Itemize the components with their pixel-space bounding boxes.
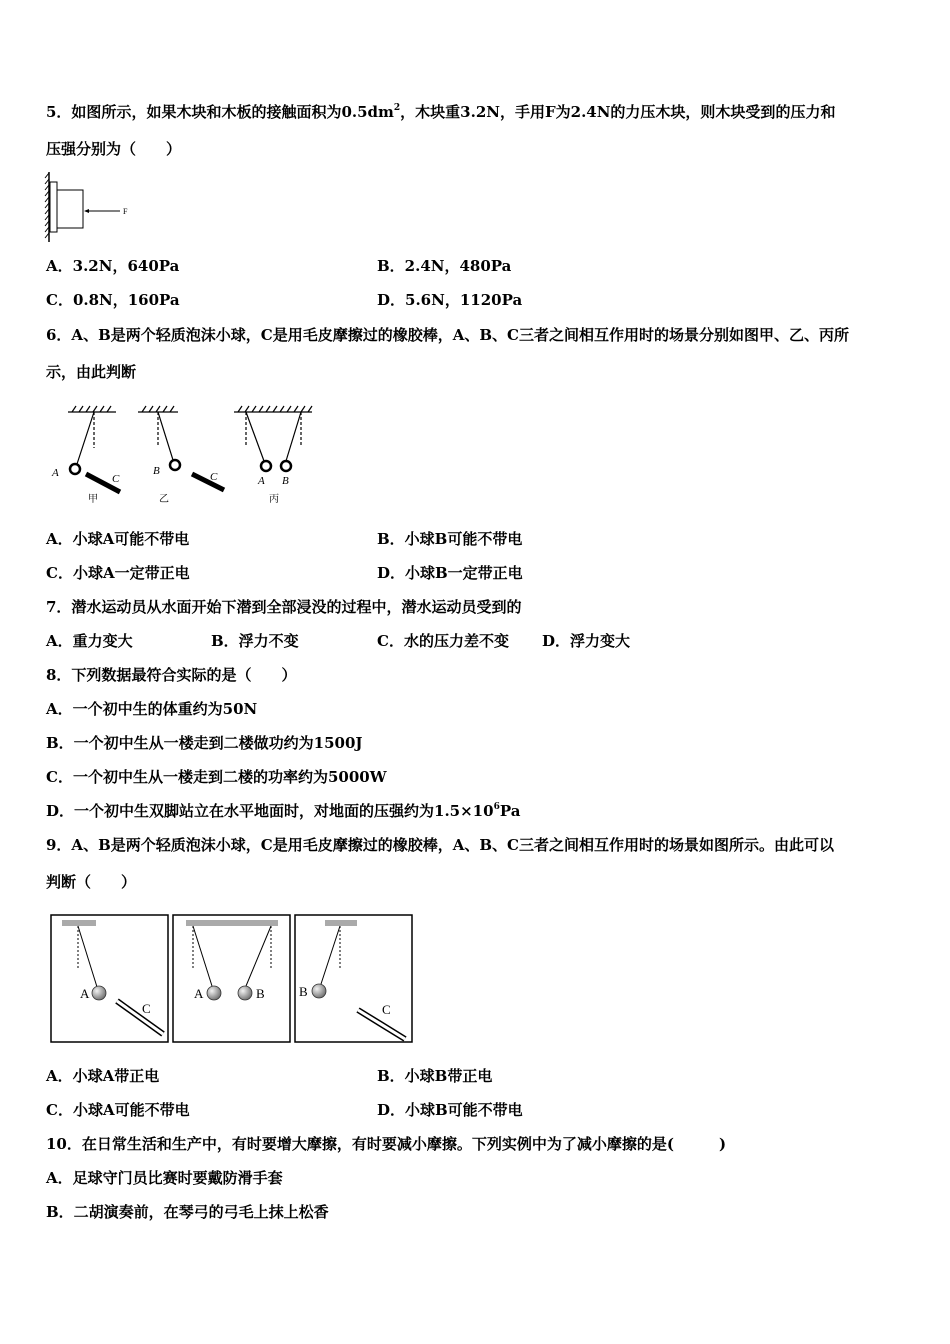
- q7-option-b[interactable]: B．浮力不变: [211, 632, 299, 650]
- q6-caption-yi: 乙: [159, 494, 169, 505]
- q6-caption-jia: 甲: [88, 494, 98, 505]
- q5-option-d[interactable]: D．5.6N，1120Pa: [377, 291, 523, 309]
- q6-option-b[interactable]: B．小球B可能不带电: [377, 530, 523, 548]
- q10-line1: 10．在日常生活和生产中，有时要增大摩擦，有时要减小摩擦。下列实例中为了减小摩擦的是( ): [46, 1135, 727, 1153]
- q7-option-a[interactable]: A．重力变大: [46, 632, 133, 650]
- q5-figure: [44, 170, 132, 245]
- q6-line1: 6．A、B是两个轻质泡沫小球，C是用毛皮摩擦过的橡胶棒，A、B、C三者之间相互作用时的场景分别如图甲、乙、丙所: [46, 326, 849, 344]
- q7-line1: 7．潜水运动员从水面开始下潜到全部浸没的过程中，潜水运动员受到的: [46, 598, 522, 616]
- q6-option-a[interactable]: A．小球A可能不带电: [46, 530, 190, 548]
- q10-option-a[interactable]: A．足球守门员比赛时要戴防滑手套: [46, 1169, 283, 1187]
- q7-option-d[interactable]: D．浮力变大: [542, 632, 631, 650]
- q9-option-a[interactable]: A．小球A带正电: [46, 1067, 160, 1085]
- q6-option-d[interactable]: D．小球B一定带正电: [377, 564, 523, 582]
- q9-figure: [50, 912, 415, 1044]
- q8-option-c[interactable]: C．一个初中生从一楼走到二楼的功率约为5000W: [46, 768, 387, 786]
- q9-line1: 9．A、B是两个轻质泡沫小球，C是用毛皮摩擦过的橡胶棒，A、B、C三者之间相互作用时的场景如图所示。由此可以: [46, 836, 834, 854]
- q5-option-b[interactable]: B．2.4N，480Pa: [377, 257, 512, 275]
- q5-figure-force-label: F: [123, 207, 128, 216]
- q9-option-d[interactable]: D．小球B可能不带电: [377, 1101, 523, 1119]
- q9-option-b[interactable]: B．小球B带正电: [377, 1067, 493, 1085]
- q6-label-a-jia: A: [52, 467, 59, 479]
- q9-label-c-3: C: [382, 1002, 391, 1017]
- q6-label-b-bing: B: [282, 475, 289, 487]
- q8-option-a[interactable]: A．一个初中生的体重约为50N: [46, 700, 258, 718]
- q6-label-b-yi: B: [153, 465, 160, 477]
- q5-line1: 5．如图所示，如果木块和木板的接触面积为$0.5dm^2$，木块重3.2N，手用F为2.4N的力压木块，则木块受到的压力和: [46, 103, 836, 121]
- q6-figure: [46, 400, 321, 510]
- q9-label-a-2: A: [194, 986, 204, 1001]
- q5-option-c[interactable]: C．0.8N，160Pa: [46, 291, 180, 309]
- q5-option-a[interactable]: A．3.2N，640Pa: [46, 257, 180, 275]
- q8-option-d[interactable]: D．一个初中生双脚站立在水平地面时，对地面的压强约为$1.5\times 10^6Pa$: [46, 802, 521, 820]
- q6-option-c[interactable]: C．小球A一定带正电: [46, 564, 190, 582]
- q9-line2: 判断（ ）: [46, 873, 137, 891]
- q8-option-b[interactable]: B．一个初中生从一楼走到二楼做功约为1500J: [46, 734, 363, 752]
- q9-option-c[interactable]: C．小球A可能不带电: [46, 1101, 190, 1119]
- q6-label-c-yi: C: [210, 471, 218, 483]
- q8-line1: 8．下列数据最符合实际的是（ ）: [46, 666, 297, 684]
- q7-option-c[interactable]: C．水的压力差不变: [377, 632, 509, 650]
- q6-line2: 示，由此判断: [46, 363, 137, 381]
- q6-label-a-bing: A: [258, 475, 265, 487]
- q5-line2: 压强分别为（ ）: [46, 140, 182, 158]
- q9-label-c-1: C: [142, 1001, 151, 1016]
- q6-label-c-jia: C: [112, 473, 120, 485]
- q9-label-a-1: A: [80, 986, 90, 1001]
- q9-label-b-2: B: [256, 986, 265, 1001]
- q6-caption-bing: 丙: [269, 494, 279, 505]
- q10-option-b[interactable]: B．二胡演奏前，在琴弓的弓毛上抹上松香: [46, 1203, 329, 1221]
- q9-label-b-3: B: [299, 984, 308, 999]
